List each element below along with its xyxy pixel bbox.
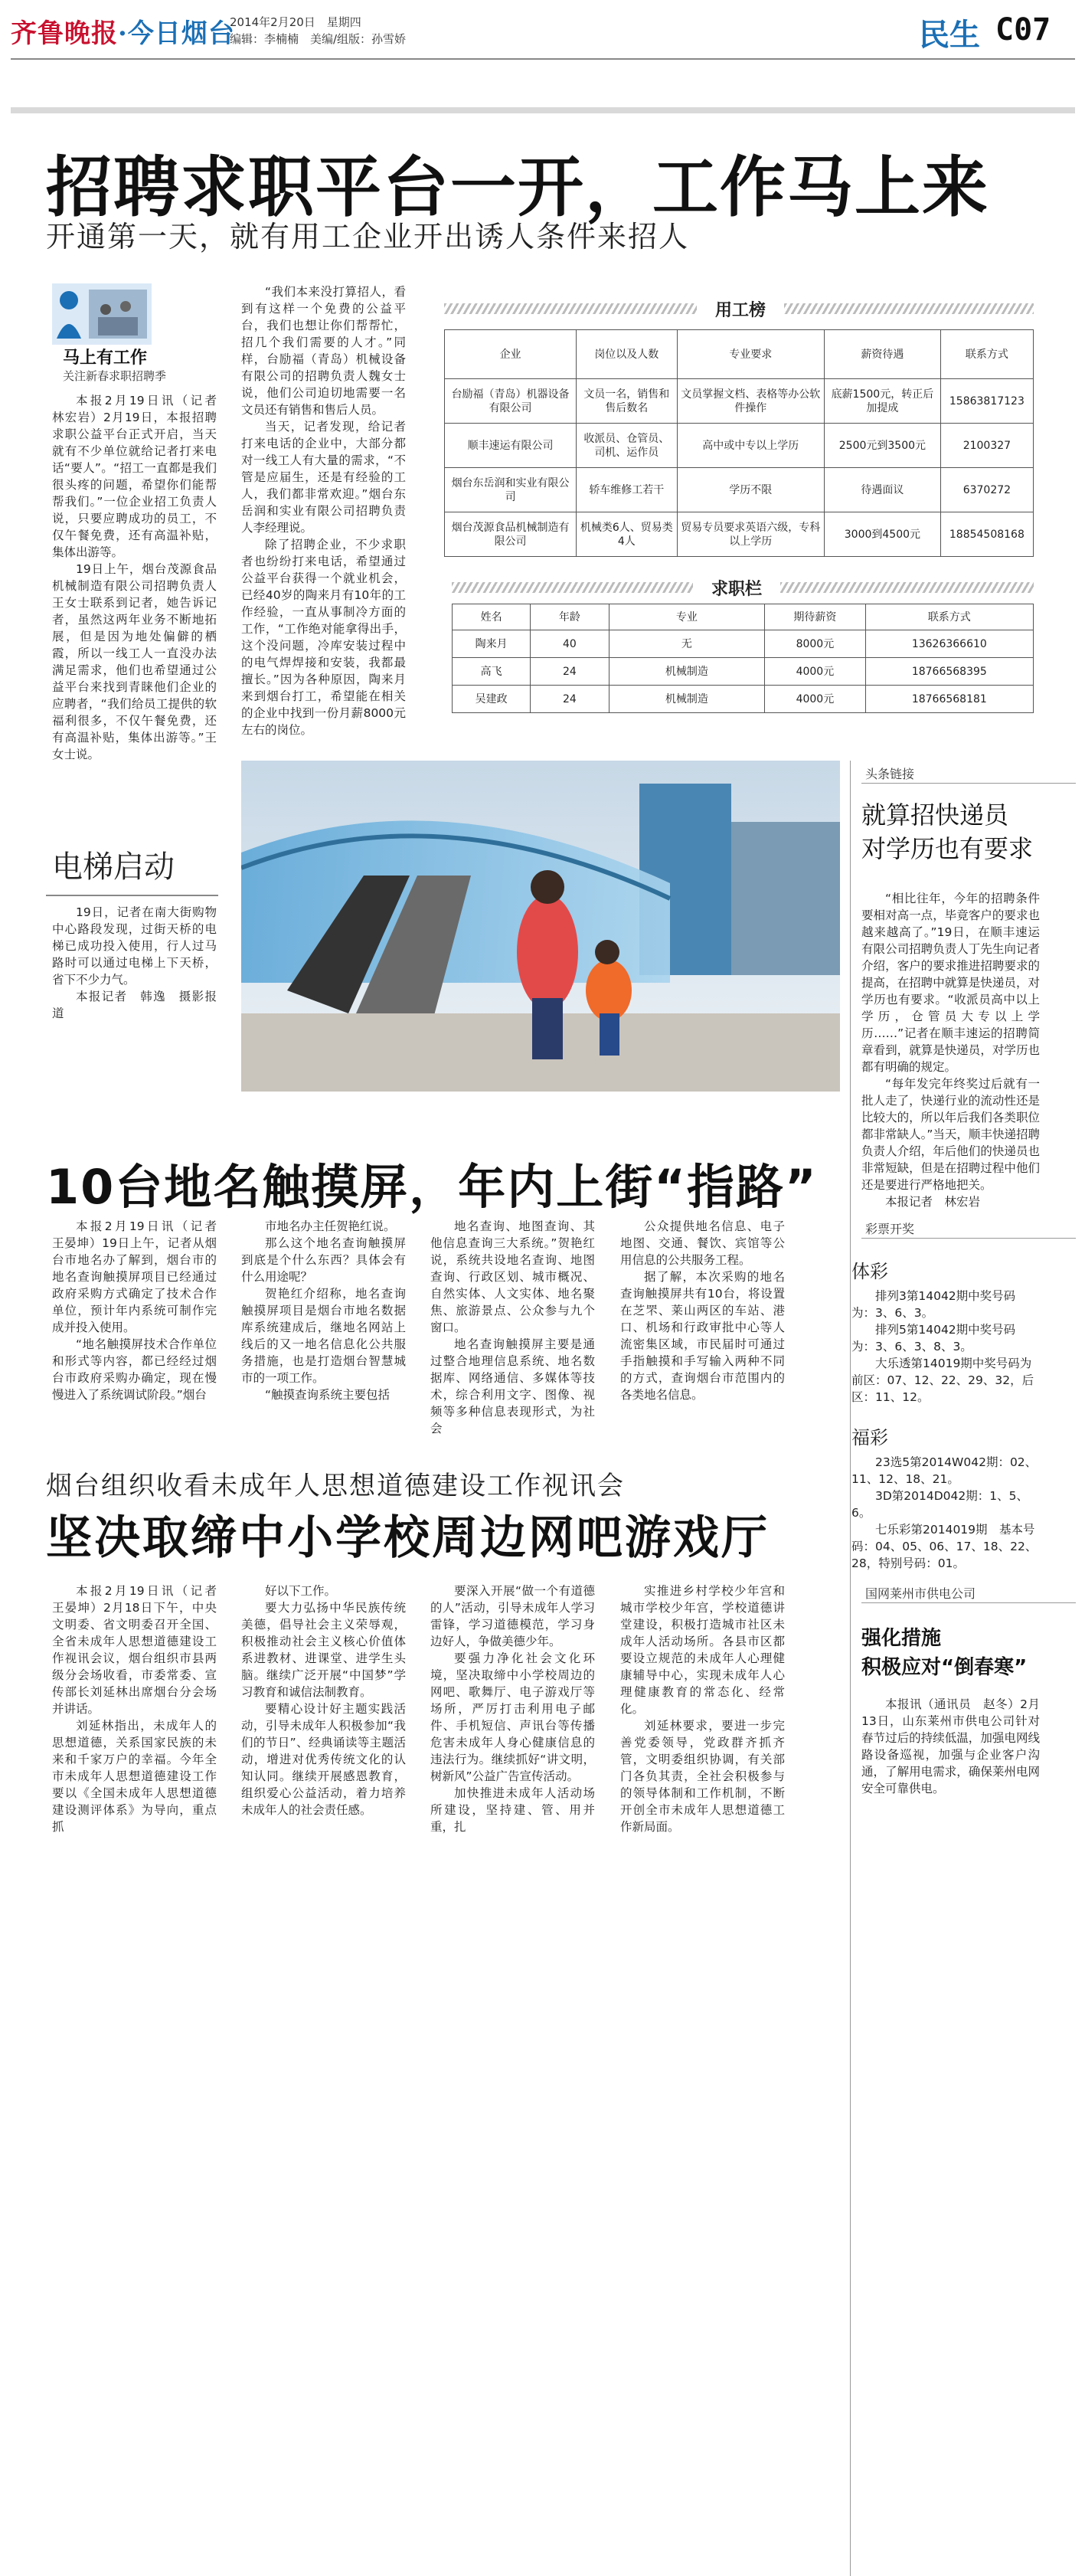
photo-caption: 19日，记者在南大街购物中心路段发现，过街天桥的电梯已成功投入使用，行人过马路时可以通过电梯上下天桥，省下不少力气。: [52, 905, 217, 987]
touchscreen-headline: 10台地名触摸屏，年内上街“指路”: [46, 1159, 818, 1215]
lead-column-1: [52, 392, 229, 763]
paragraph: 地名查询触摸屏主要是通过整合地理信息系统、地名数据库、网络通信、多媒体等技术，综合利用文字、图像、视频等多种信息表现形式，为社会: [430, 1337, 595, 1435]
table-cell: 3000到4500元: [825, 512, 941, 557]
table-row: [453, 658, 1034, 686]
table-header-row: [453, 604, 1034, 630]
touchscreen-column-3: [430, 1218, 595, 1437]
section-tag: 民生: [919, 18, 980, 53]
table-cell: 烟台东岳润和实业有限公司: [445, 468, 577, 512]
lottery-result: 23选5第2014W042期：02、11、12、18、21。: [851, 1455, 1038, 1486]
paragraph: 地名查询、地图查询、其他信息查询三大系统。”贺艳红说，系统共设地名查询、地图查询、行政区划、城市概况、自然实体、人文实体、地名聚焦、旅游景点、公众参与九个窗口。: [430, 1219, 595, 1334]
headline-link-title-2: 对学历也有要求: [861, 834, 1034, 863]
power-title-1: 强化措施: [861, 1627, 942, 1650]
paragraph: 好以下工作。: [265, 1584, 337, 1598]
paragraph: “我们本来没打算招人，看到有这样一个免费的公益平台，我们也想让你们帮帮忙，招几个我们需要的人才。”同样，台励福（青岛）机械设备有限公司的招聘负责人魏女士说，他们公司迫切地需要一名文员还有销售和售后人员。: [241, 285, 406, 417]
jobseek-table: [452, 604, 1034, 713]
masthead-brand: 齐鲁晚报·今日烟台: [11, 18, 235, 49]
sidebar-title: 马上有工作: [63, 349, 148, 368]
elevator-divider: [46, 895, 218, 896]
table-cell: 学历不限: [677, 468, 825, 512]
masthead-divider: [11, 58, 1075, 60]
table-header: 联系方式: [940, 330, 1033, 379]
headline-link-body: [861, 890, 1040, 1210]
table-cell: 收派员、仓管员、司机、运作员: [577, 424, 677, 468]
table-cell: 高飞: [453, 658, 531, 686]
paragraph: 本报2月19日讯（记者 林宏岩）2月19日，本报招聘求职公益平台正式开启，当天就有不少单位就给记者打来电话“要人”。“招工一直都是我们很头疼的问题，希望你们能帮帮我们。”一位企业招工负责人说，只要应聘成功的员工，不仅午餐免费，还有高温补贴，集体出游等。: [52, 394, 229, 559]
power-title-2: 积极应对“倒春寒”: [861, 1656, 1028, 1679]
lottery-result: 七乐彩第2014019期 基本号码：04、05、06、17、18、22、28，特别号码：01。: [851, 1523, 1038, 1570]
touchscreen-column-4: [620, 1218, 785, 1403]
power-label: 国网莱州市供电公司: [865, 1586, 976, 1601]
touchscreen-column-2: [241, 1218, 406, 1403]
lottery-result: 排列3第14042期中奖号码为：3、6、3。: [851, 1289, 1016, 1320]
table-cell: 机械类6人、贸易类4人: [577, 512, 677, 557]
power-divider: [861, 1602, 1076, 1603]
paragraph: 实推进乡村学校少年宫和城市学校少年宫，学校道德讲堂建设，积极打造城市社区未成年人活动场所。各县市区都要设立规范的未成年人心理健康辅导中心，实现未成年人心理健康教育的常态化、经常化。: [620, 1584, 785, 1716]
lottery-result: 排列5第14042期中奖号码为：3、6、3、8、3。: [851, 1323, 1016, 1353]
paragraph: 本报讯（通讯员 赵冬）2月13日，山东莱州市供电公司针对春节过后的持续低温，加强电网线路设备巡视，加强与企业客户沟通，了解用电需求，确保莱州电网安全可靠供电。: [861, 1697, 1040, 1795]
table-header: 联系方式: [865, 604, 1033, 630]
table-cell: 40: [531, 630, 609, 658]
table-cell: 4000元: [765, 658, 866, 686]
paragraph: 那么这个地名查询触摸屏到底是个什么东西？具体会有什么用途呢？: [241, 1236, 406, 1284]
table-cell: 15863817123: [940, 379, 1033, 424]
lottery-block: [851, 1256, 1039, 1572]
table-header-row: [445, 330, 1034, 379]
page-number: C07: [995, 12, 1051, 47]
lottery-divider: [861, 1238, 1076, 1239]
headline-link-label: 头条链接: [865, 767, 915, 781]
elevator-caption-block: [52, 904, 217, 1022]
paragraph: 贺艳红介绍称，地名查询触摸屏项目是烟台市地名数据库系统建成后，继地名网站上线后的又一地名信息化公共服务措施，也是打造烟台智慧城市的一项工作。: [241, 1287, 406, 1385]
photo-credit: 本报记者 韩逸 摄影报道: [52, 990, 217, 1020]
table-cell: 陶来月: [453, 630, 531, 658]
cafe-column-1: [52, 1583, 229, 1835]
job-icon: [52, 283, 152, 345]
paragraph: “每年发完年终奖过后就有一批人走了，快递行业的流动性还是比较大的，所以年后我们各类职位都非常缺人。”当天，顺丰快递招聘负责人介绍，年后他们的快递员也非常短缺，但是在招聘过程中他们还是要进行严格地把关。: [861, 1077, 1040, 1192]
table-cell: 烟台茂源食品机械制造有限公司: [445, 512, 577, 557]
table-header: 专业要求: [677, 330, 825, 379]
table-cell: 2500元到3500元: [825, 424, 941, 468]
table-cell: 24: [531, 686, 609, 713]
paragraph: 本报2月19日讯（记者 王晏坤）19日上午，记者从烟台市地名办了解到，烟台市的地名查询触摸屏项目已经通过政府采购方式确定了技术合作单位，预计年内系统可制作完成并投入使用。: [52, 1219, 229, 1334]
table-cell: 顺丰速运有限公司: [445, 424, 577, 468]
paragraph: 公众提供地名信息、电子地图、交通、餐饮、宾馆等公用信息的公共服务工程。: [620, 1219, 785, 1267]
lottery-label: 彩票开奖: [865, 1222, 915, 1236]
cafe-headline: 坚决取缔中小学校周边网吧游戏厅: [46, 1511, 770, 1565]
table-cell: 13626366610: [865, 630, 1033, 658]
table-cell: 底薪1500元，转正后加提成: [825, 379, 941, 424]
cafe-column-4: [620, 1583, 785, 1835]
table-cell: 机械制造: [609, 686, 764, 713]
table-cell: 18854508168: [940, 512, 1033, 557]
touchscreen-column-1: [52, 1218, 229, 1403]
masthead-section: ·今日烟台: [118, 18, 235, 49]
cafe-column-3: [430, 1583, 595, 1835]
paragraph: 要精心设计好主题实践活动，引导未成年人积极参加“我们的节日”、经典诵读等主题活动，增进对优秀传统文化的认知认同。继续开展感恩教育，组织爱心公益活动，着力培养未成年人的社会责任感。: [241, 1702, 406, 1817]
table-header: 年龄: [531, 604, 609, 630]
paragraph: “相比往年，今年的招聘条件要相对高一点，毕竟客户的要求也越来越高了。”19日，在顺丰速运有限公司招聘负责人丁先生向记者介绍，客户的要求推进招聘要求的提高，在招聘中就算是快递员，对学历也有要求。“收派员高中以上学历，仓管员大专以上学历……”记者在顺丰速运的招聘简章看到，就算是快递员，对学历也都有明确的规定。: [861, 892, 1040, 1074]
header-bar: [11, 107, 1075, 113]
elevator-photo: [241, 761, 840, 1092]
paragraph: 要强力净化社会文化环境，坚决取缔中小学校周边的网吧、歌舞厅、电子游戏厅等场所，严厉打击利用电子邮件、手机短信、声讯台等传播危害未成年人身心健康信息的违法行为。继续抓好“讲文明，树新风”公益广告宣传活动。: [430, 1651, 595, 1783]
table-cell: 24: [531, 658, 609, 686]
table-cell: 18766568181: [865, 686, 1033, 713]
table-cell: 待遇面议: [825, 468, 941, 512]
paragraph: 刘延林要求，要进一步完善党委领导，党政群齐抓齐管，文明委组织协调，有关部门各负其责，全社会积极参与的领导体制和工作机制，不断开创全市未成年人思想道德工作新局面。: [620, 1719, 785, 1834]
masthead-editors: 编辑：李楠楠 美编/组版：孙雪娇: [230, 32, 407, 46]
paragraph: 要大力弘扬中华民族传统美德，倡导社会主义荣辱观，积极推动社会主义核心价值体系进教材、进课堂、进学生头脑。继续广泛开展“中国梦”学习教育和诚信法制教育。: [241, 1601, 406, 1699]
table-row: [453, 686, 1034, 713]
paragraph: 刘延林指出，未成年人的思想道德，关系国家民族的未来和千家万户的幸福。今年全市未成年人思想道德建设工作要以《全国未成年人思想道德建设测评体系》为导向，重点抓: [52, 1719, 217, 1834]
sidebar-subtitle: 关注新春求职招聘季: [63, 369, 167, 383]
masthead-date: 2014年2月20日 星期四: [230, 15, 361, 29]
table-header: 期待薪资: [765, 604, 866, 630]
table-cell: 6370272: [940, 468, 1033, 512]
cafe-column-2: [241, 1583, 406, 1818]
table-row: [445, 379, 1034, 424]
paragraph: 要深入开展“做一个有道德的人”活动，引导未成年人学习雷锋，学习道德模范，学习身边好人，争做美德少年。: [430, 1584, 595, 1648]
lottery-fucai-title: 福彩: [851, 1427, 888, 1448]
column-divider: [850, 761, 851, 2576]
paragraph: 据了解，本次采购的地名查询触摸屏共有10台，将设置在芝罘、莱山两区的车站、港口、机场和行政审批中心等人流密集区域，市民届时可通过手指触摸和手写输入两种不同的方式，查询烟台市范围内的各类地名信息。: [620, 1270, 785, 1402]
lottery-result: 3D第2014D042期：1、5、6。: [851, 1489, 1028, 1520]
table-header: 姓名: [453, 604, 531, 630]
byline: 本报记者 林宏岩: [885, 1195, 981, 1209]
table-cell: 文员掌握文档、表格等办公软件操作: [677, 379, 825, 424]
paragraph: 市地名办主任贺艳红说。: [265, 1219, 396, 1233]
table-header: 薪资待遇: [825, 330, 941, 379]
table-row: [453, 630, 1034, 658]
paragraph: 19日上午，烟台茂源食品机械制造有限公司招聘负责人王女士联系到记者，她告诉记者，虽然这两年业务不断地拓展，但是因为地处偏僻的栖霞，所以一线工人一直没办法满足需求，他们也希望通过公益平台来找到青睐他们企业的应聘者，“我们给员工提供的软福利很多，不仅午餐免费，还有高温补贴，集体出游等。”王女士说。: [52, 562, 217, 761]
table-cell: 2100327: [940, 424, 1033, 468]
table-cell: 吴建政: [453, 686, 531, 713]
paragraph: “地名触摸屏技术合作单位和形式等内容，都已经经过烟台市政府采购办确定，现在慢慢进入了系统调试阶段。”烟台: [52, 1337, 217, 1402]
table-header: 企业: [445, 330, 577, 379]
table-cell: 台励福（青岛）机器设备有限公司: [445, 379, 577, 424]
lead-headline: 招聘求职平台一开，工作马上来: [46, 149, 989, 226]
elevator-title: 电梯启动: [52, 849, 175, 885]
paragraph: 除了招聘企业，不少求职者也纷纷打来电话，希望通过公益平台获得一个就业机会，已经40岁的陶来月有10年的工作经验，一直从事制冷方面的工作，“工作绝对能拿得出手，这个没问题，冷库安装过程中的电气焊焊接和安装，我都最擅长。”因为各种原因，陶来月来到烟台打工，希望能在相关的企业中找到一份月薪8000元左右的岗位。: [241, 538, 406, 737]
table-cell: 无: [609, 630, 764, 658]
paragraph: 加快推进未成年人活动场所建设，坚持建、管、用并重，扎: [430, 1786, 595, 1834]
power-body-block: [861, 1696, 1040, 1797]
table-row: [445, 424, 1034, 468]
lottery-ticai-title: 体彩: [851, 1261, 888, 1282]
headline-link-title-1: 就算招快递员: [861, 800, 1009, 830]
lottery-result: 大乐透第14019期中奖号码为前区：07、12、22、29、32，后区：11、12。: [851, 1357, 1034, 1404]
lead-subhead: 开通第一天，就有用工企业开出诱人条件来招人: [46, 220, 690, 254]
paragraph: “触摸查询系统主要包括: [265, 1388, 391, 1402]
table-cell: 4000元: [765, 686, 866, 713]
lead-column-2: [241, 283, 406, 738]
table-cell: 贸易专员要求英语六级，专科以上学历: [677, 512, 825, 557]
hiring-table-title: 用工榜: [697, 297, 784, 321]
table-header: 岗位以及人数: [577, 330, 677, 379]
table-cell: 高中或中专以上学历: [677, 424, 825, 468]
jobseek-table-title: 求职栏: [693, 576, 780, 600]
table-cell: 机械制造: [609, 658, 764, 686]
table-cell: 8000元: [765, 630, 866, 658]
table-header: 专业: [609, 604, 764, 630]
table-row: [445, 512, 1034, 557]
table-row: [445, 468, 1034, 512]
cafe-kicker: 烟台组织收看未成年人思想道德建设工作视讯会: [46, 1471, 625, 1501]
table-cell: 文员一名，销售和售后数名: [577, 379, 677, 424]
headline-link-divider: [861, 783, 1076, 784]
paragraph: 本报2月19日讯（记者 王晏坤）2月18日下午，中央文明委、省文明委召开全国、全省未成年人思想道德建设工作视讯会议，烟台组织市县两级分会场收看，市委常委、宣传部长刘延林出席烟台分会场并讲话。: [52, 1584, 229, 1716]
hiring-table: [444, 329, 1034, 557]
table-cell: 18766568395: [865, 658, 1033, 686]
paragraph: 当天，记者发现，给记者打来电话的企业中，大部分都对一线工人有大量的需求，“不管是应届生，还是有经验的工人，我们都非常欢迎。”烟台东岳润和实业有限公司招聘负责人李经理说。: [241, 420, 406, 535]
table-cell: 轿车维修工若干: [577, 468, 677, 512]
